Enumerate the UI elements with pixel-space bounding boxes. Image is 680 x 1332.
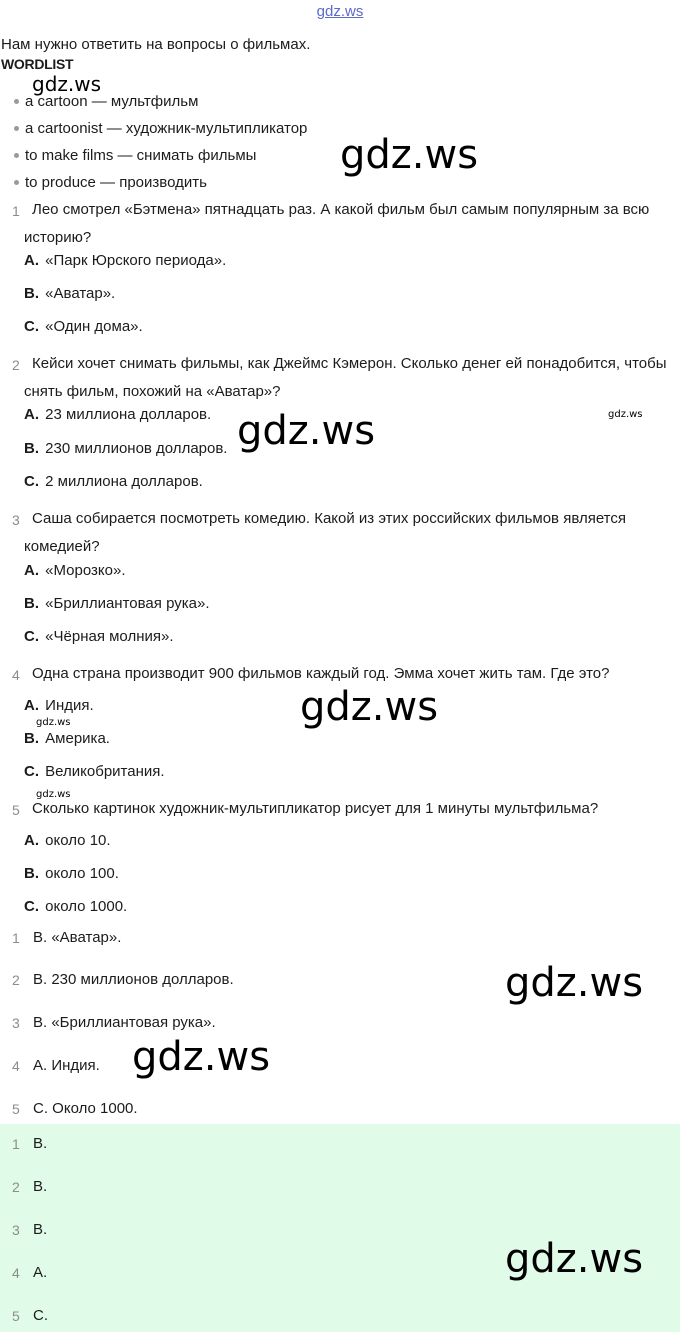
question-number: 4 bbox=[12, 667, 20, 683]
question-number: 1 bbox=[12, 203, 20, 219]
bullet-icon bbox=[14, 126, 19, 131]
wordlist-title: WORDLIST bbox=[1, 56, 74, 72]
wordlist-item: to produce — производить bbox=[14, 174, 207, 191]
answer-number: 1 bbox=[12, 1136, 20, 1152]
question-text: Одна страна производит 900 фильмов каждый год. Эмма хочет жить там. Где это? bbox=[32, 665, 610, 682]
answer-text: A. Индия. bbox=[33, 1057, 100, 1074]
answer-number: 2 bbox=[12, 1179, 20, 1195]
answer-option: C. «Один дома». bbox=[24, 318, 143, 335]
wordlist-item: a cartoonist — художник-мультипликатор bbox=[14, 120, 307, 137]
watermark: gdz.ws bbox=[36, 789, 71, 800]
answer-number: 3 bbox=[12, 1222, 20, 1238]
answer-number: 4 bbox=[12, 1265, 20, 1281]
answer-text: B. «Бриллиантовая рука». bbox=[33, 1014, 216, 1031]
answer-option: A. около 10. bbox=[24, 832, 111, 849]
answer-text: B. bbox=[33, 1135, 48, 1152]
wordlist-item: to make films — снимать фильмы bbox=[14, 147, 256, 164]
watermark: gdz.ws bbox=[132, 1034, 271, 1080]
answer-option: A. «Парк Юрского периода». bbox=[24, 252, 227, 269]
answer-option: C. около 1000. bbox=[24, 898, 128, 915]
answer-text: B. bbox=[33, 1178, 48, 1195]
question-number: 2 bbox=[12, 357, 20, 373]
watermark: gdz.ws bbox=[237, 408, 376, 454]
site-link[interactable]: gdz.ws bbox=[316, 3, 364, 20]
answer-option: A. «Морозко». bbox=[24, 562, 126, 579]
watermark: gdz.ws bbox=[608, 409, 643, 420]
answer-option: C. 2 миллиона долларов. bbox=[24, 473, 203, 490]
bullet-icon bbox=[14, 180, 19, 185]
watermark: gdz.ws bbox=[505, 960, 644, 1006]
watermark: gdz.ws bbox=[36, 717, 71, 728]
answer-text: C. Около 1000. bbox=[33, 1100, 138, 1117]
watermark: gdz.ws bbox=[300, 684, 439, 730]
answer-text: C. bbox=[33, 1307, 48, 1324]
answer-number: 1 bbox=[12, 930, 20, 946]
answer-number: 5 bbox=[12, 1101, 20, 1117]
answer-number: 3 bbox=[12, 1015, 20, 1031]
question-text: Сколько картинок художник-мультипликатор рисует для 1 минуты мультфильма? bbox=[32, 800, 599, 817]
answer-option: B. 230 миллионов долларов. bbox=[24, 440, 228, 457]
answer-option: B. «Аватар». bbox=[24, 285, 116, 302]
answer-text: A. bbox=[33, 1264, 48, 1281]
answer-option: B. «Бриллиантовая рука». bbox=[24, 595, 210, 612]
answer-option: B. около 100. bbox=[24, 865, 119, 882]
short-answers-block bbox=[0, 1124, 680, 1332]
answer-option: C. «Чёрная молния». bbox=[24, 628, 174, 645]
answer-text: B. bbox=[33, 1221, 48, 1238]
answer-option: C. Великобритания. bbox=[24, 763, 165, 780]
bullet-icon bbox=[14, 153, 19, 158]
answer-option: A. 23 миллиона долларов. bbox=[24, 406, 212, 423]
question-text: Лео смотрел «Бэтмена» пятнадцать раз. А какой фильм был самым популярным за всю историю? bbox=[24, 201, 650, 246]
bullet-icon bbox=[14, 99, 19, 104]
answer-number: 5 bbox=[12, 1308, 20, 1324]
answer-text: B. «Аватар». bbox=[33, 929, 122, 946]
question-number: 5 bbox=[12, 802, 20, 818]
answer-option: A. Индия. bbox=[24, 697, 94, 714]
intro-text: Нам нужно ответить на вопросы о фильмах. bbox=[1, 36, 311, 53]
answer-number: 4 bbox=[12, 1058, 20, 1074]
watermark: gdz.ws bbox=[340, 132, 479, 178]
answer-option: B. Америка. bbox=[24, 730, 110, 747]
watermark: gdz.ws bbox=[32, 72, 102, 96]
question-text: Кейси хочет снимать фильмы, как Джеймс Кэмерон. Сколько денег ей понадобится, чтобы снять фильм, похожий на «Аватар»? bbox=[24, 355, 667, 400]
answer-text: B. 230 миллионов долларов. bbox=[33, 971, 234, 988]
wordlist-item: a cartoon — мультфильм bbox=[14, 93, 198, 110]
question-number: 3 bbox=[12, 512, 20, 528]
question-text: Саша собирается посмотреть комедию. Какой из этих российских фильмов является комедией? bbox=[24, 510, 626, 555]
answer-number: 2 bbox=[12, 972, 20, 988]
watermark: gdz.ws bbox=[505, 1236, 644, 1282]
